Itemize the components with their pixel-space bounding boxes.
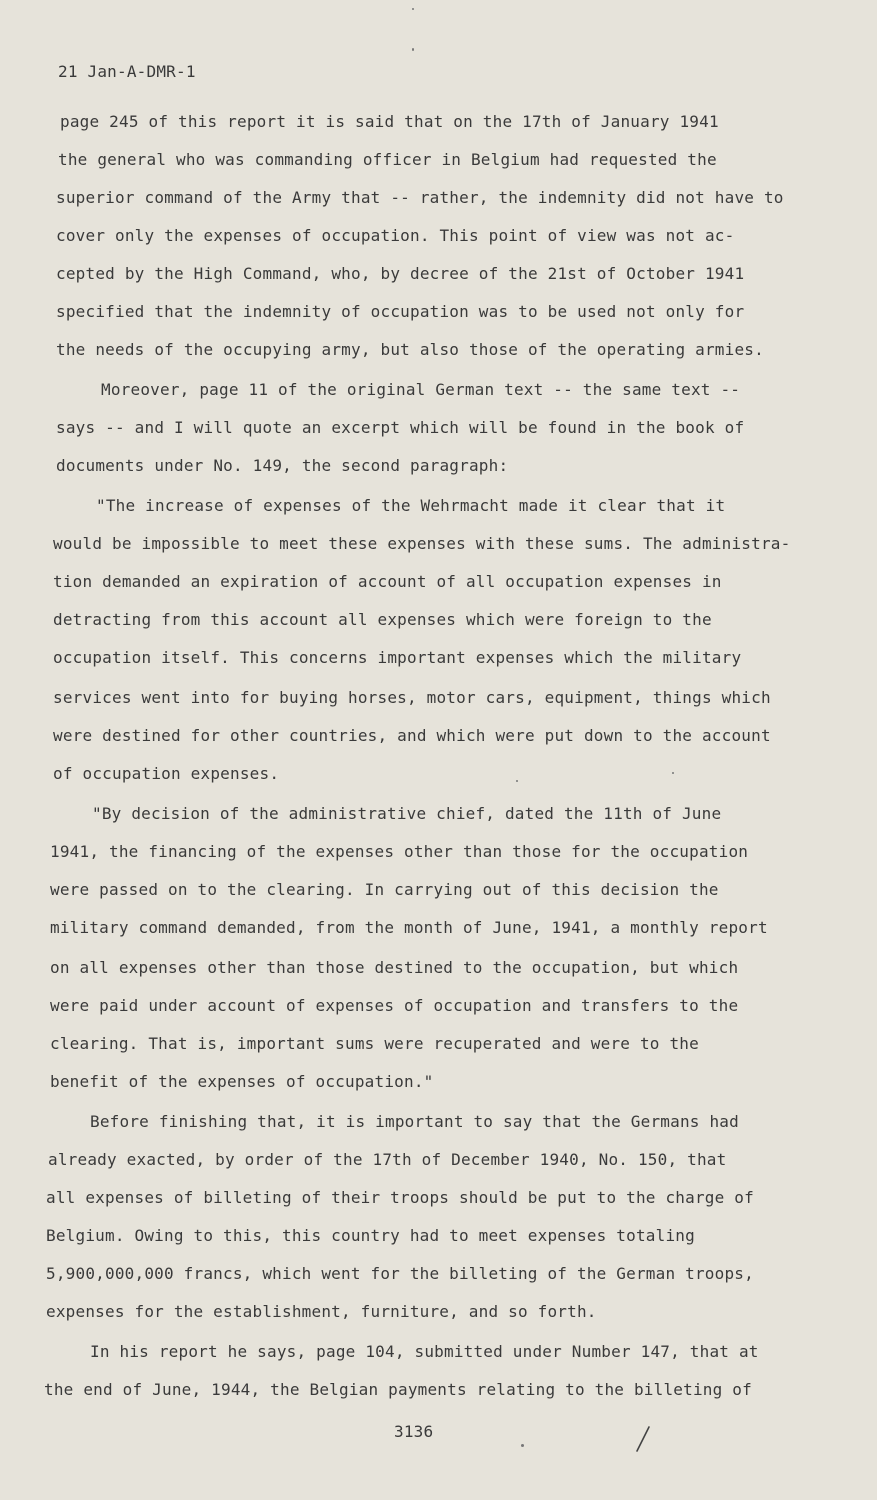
paper-speck: [516, 780, 518, 782]
text-line: Before finishing that, it is important to say that the Germans had: [90, 1112, 739, 1131]
text-line: the general who was commanding officer in Belgium had requested the: [58, 150, 717, 169]
paper-speck: [412, 8, 414, 10]
text-line: the end of June, 1944, the Belgian payments relating to the billeting of: [44, 1380, 752, 1399]
text-line: already exacted, by order of the 17th of December 1940, No. 150, that: [48, 1150, 727, 1169]
text-line: 1941, the financing of the expenses other than those for the occupation: [50, 842, 749, 861]
text-line: occupation itself. This concerns important expenses which the military: [53, 648, 742, 667]
text-line: the needs of the occupying army, but also those of the operating armies.: [56, 340, 764, 359]
paper-speck: [672, 772, 674, 774]
text-line: cepted by the High Command, who, by decree of the 21st of October 1941: [56, 264, 745, 283]
text-line: superior command of the Army that -- rather, the indemnity did not have to: [56, 188, 784, 207]
text-line: were passed on to the clearing. In carrying out of this decision the: [50, 880, 719, 899]
text-line: services went into for buying horses, motor cars, equipment, things which: [53, 688, 771, 707]
page-number: 3136: [394, 1422, 434, 1441]
text-line: detracting from this account all expenses which were foreign to the: [53, 610, 712, 629]
text-line: documents under No. 149, the second paragraph:: [56, 456, 509, 475]
text-line: says -- and I will quote an excerpt which will be found in the book of: [56, 418, 745, 437]
document-header-code: 21 Jan-A-DMR-1: [58, 62, 196, 81]
text-line: "The increase of expenses of the Wehrmacht made it clear that it: [96, 496, 726, 515]
text-line: expenses for the establishment, furniture, and so forth.: [46, 1302, 597, 1321]
handwritten-slash-mark: [633, 1425, 653, 1453]
text-line: Moreover, page 11 of the original German text -- the same text --: [101, 380, 741, 399]
text-line: cover only the expenses of occupation. This point of view was not ac-: [56, 226, 735, 245]
text-line: were paid under account of expenses of occupation and transfers to the: [50, 996, 739, 1015]
paper-speck: [521, 1444, 524, 1447]
text-line: Belgium. Owing to this, this country had to meet expenses totaling: [46, 1226, 695, 1245]
text-line: would be impossible to meet these expenses with these sums. The administra-: [53, 534, 791, 553]
text-line: page 245 of this report it is said that on the 17th of January 1941: [60, 112, 719, 131]
text-line: of occupation expenses.: [53, 764, 280, 783]
text-line: In his report he says, page 104, submitted under Number 147, that at: [90, 1342, 759, 1361]
text-line: benefit of the expenses of occupation.": [50, 1072, 434, 1091]
text-line: all expenses of billeting of their troops should be put to the charge of: [46, 1188, 754, 1207]
text-line: tion demanded an expiration of account of all occupation expenses in: [53, 572, 722, 591]
text-line: on all expenses other than those destined to the occupation, but which: [50, 958, 739, 977]
text-line: specified that the indemnity of occupation was to be used not only for: [56, 302, 745, 321]
text-line: were destined for other countries, and which were put down to the account: [53, 726, 771, 745]
text-line: clearing. That is, important sums were recuperated and were to the: [50, 1034, 699, 1053]
text-line: military command demanded, from the month of June, 1941, a monthly report: [50, 918, 768, 937]
paper-speck: [412, 48, 414, 51]
text-line: 5,900,000,000 francs, which went for the billeting of the German troops,: [46, 1264, 754, 1283]
text-line: "By decision of the administrative chief, dated the 11th of June: [92, 804, 722, 823]
